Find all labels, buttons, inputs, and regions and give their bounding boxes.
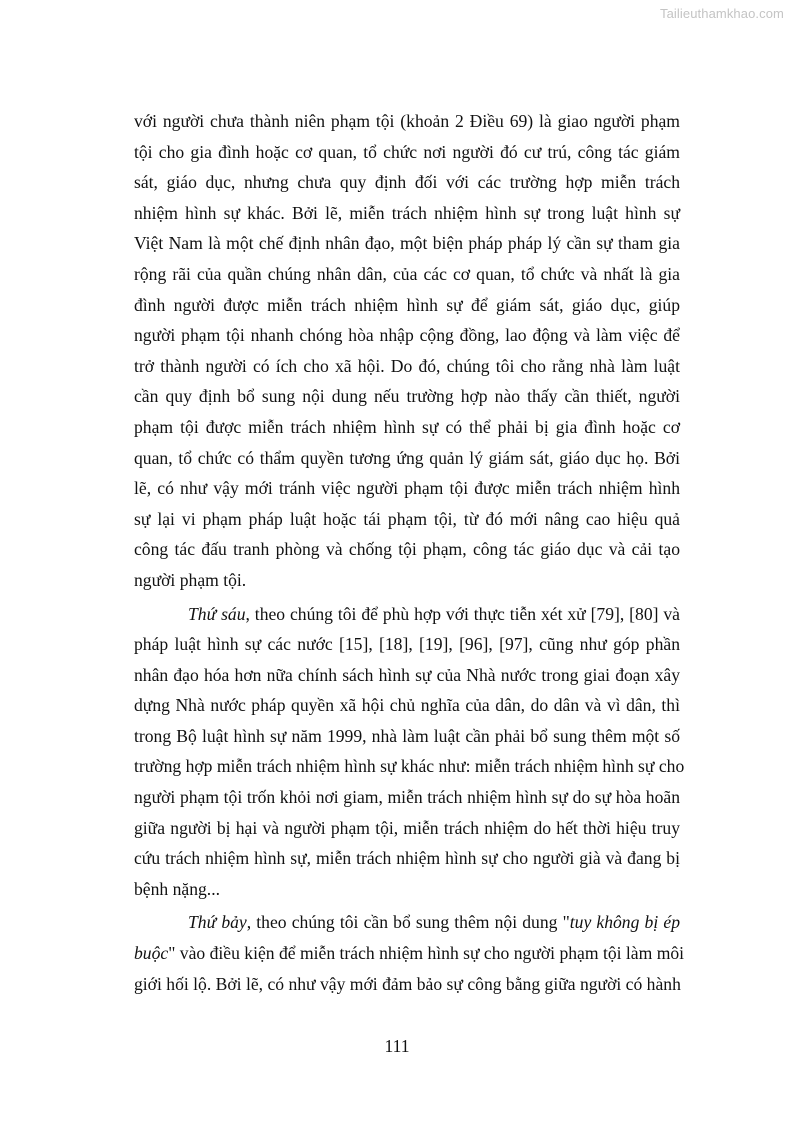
text-line: công tác đấu tranh phòng và chống tội phạm, công tác giáo dục và cải tạo bbox=[134, 539, 680, 560]
text-line: Việt Nam là một chế định nhân đạo, một biện pháp pháp lý cần sự tham gia bbox=[134, 233, 680, 254]
text-line: trong Bộ luật hình sự năm 1999, nhà làm luật cần phải bổ sung thêm một số bbox=[134, 725, 680, 746]
text-line: với người chưa thành niên phạm tội (khoản 2 Điều 69) là giao người phạm bbox=[134, 111, 680, 131]
text-line: cứu trách nhiệm hình sự, miễn trách nhiệm hình sự cho người già và đang bị bbox=[134, 848, 680, 869]
text-line: pháp luật hình sự các nước [15], [18], [19], [96], [97], cũng như góp phần bbox=[134, 634, 680, 655]
text-run: , theo chúng tôi cần bổ sung thêm nội dung " bbox=[246, 912, 570, 933]
text-line: lẽ, có như vậy mới tránh việc người phạm tội được miễn trách nhiệm hình bbox=[134, 478, 680, 499]
text-line: sự lại vi phạm pháp luật hoặc tái phạm tội, từ đó mới nâng cao hiệu quả bbox=[134, 508, 680, 529]
text-line: đình người được miễn trách nhiệm hình sự để giám sát, giáo dục, giúp bbox=[134, 294, 680, 315]
text-line bbox=[134, 907, 680, 938]
text-line: người phạm tội trốn khỏi nơi giam, miễn trách nhiệm hình sự do sự hòa hoãn bbox=[134, 787, 680, 808]
text-line: người phạm tội nhanh chóng hòa nhập cộng đồng, lao động và làm việc để bbox=[134, 325, 680, 346]
text-run: " vào điều kiện để miễn trách nhiệm hình sự cho người phạm tội làm môi bbox=[168, 943, 685, 964]
text-line: giới hối lộ. Bởi lẽ, có như vậy mới đảm bảo sự công bằng giữa người có hành bbox=[134, 973, 681, 994]
text-line: giữa người bị hại và người phạm tội, miễn trách nhiệm do hết thời hiệu truy bbox=[134, 817, 680, 838]
quoted-italic: tuy không bị ép bbox=[569, 912, 680, 933]
paragraph-3 bbox=[134, 907, 685, 999]
text-run: , theo chúng tôi để phù hợp với thực tiễn xét xử [79], [80] và bbox=[245, 603, 680, 624]
text-line: cần quy định bổ sung nội dung nếu trường hợp nào thấy cần thiết, người bbox=[134, 386, 680, 407]
text-line: nhân đạo hóa hơn nữa chính sách hình sự của Nhà nước trong giai đoạn xây bbox=[134, 664, 680, 685]
text-line bbox=[134, 938, 685, 969]
text-line: sát, giáo dục, nhưng chưa quy định đối với các trường hợp miễn trách bbox=[134, 172, 680, 193]
watermark-text: Tailieuthamkhao.com bbox=[659, 6, 784, 21]
paragraph-2 bbox=[134, 599, 685, 905]
text-line: tội cho gia đình hoặc cơ quan, tổ chức nơi người đó cư trú, công tác giám bbox=[134, 141, 680, 162]
paragraph-lead-italic: Thứ sáu bbox=[188, 603, 246, 624]
text-line: phạm tội được miễn trách nhiệm hình sự có thể phải bị gia đình hoặc cơ bbox=[134, 416, 680, 437]
text-line: nhiệm hình sự khác. Bởi lẽ, miễn trách nhiệm hình sự trong luật hình sự bbox=[134, 202, 680, 223]
quoted-italic: buộc bbox=[134, 943, 169, 964]
text-line bbox=[134, 599, 680, 630]
text-line: bệnh nặng... bbox=[134, 878, 220, 899]
page-number: 111 bbox=[384, 1036, 410, 1056]
document-body bbox=[134, 106, 685, 999]
text-line: trường hợp miễn trách nhiệm hình sự khác như: miễn trách nhiệm hình sự cho bbox=[134, 756, 685, 777]
paragraph-lead-italic: Thứ bảy bbox=[188, 912, 247, 933]
text-line: người phạm tội. bbox=[134, 569, 247, 590]
text-line: quan, tổ chức có thẩm quyền tương ứng quản lý giám sát, giáo dục họ. Bởi bbox=[134, 447, 680, 468]
text-line: trở thành người có ích cho xã hội. Do đó, chúng tôi cho rằng nhà làm luật bbox=[134, 355, 680, 376]
text-line: dựng Nhà nước pháp quyền xã hội chủ nghĩa của dân, do dân và vì dân, thì bbox=[134, 695, 680, 716]
text-line: rộng rãi của quần chúng nhân dân, của các cơ quan, tổ chức và nhất là gia bbox=[134, 263, 680, 284]
paragraph-1 bbox=[134, 106, 680, 596]
